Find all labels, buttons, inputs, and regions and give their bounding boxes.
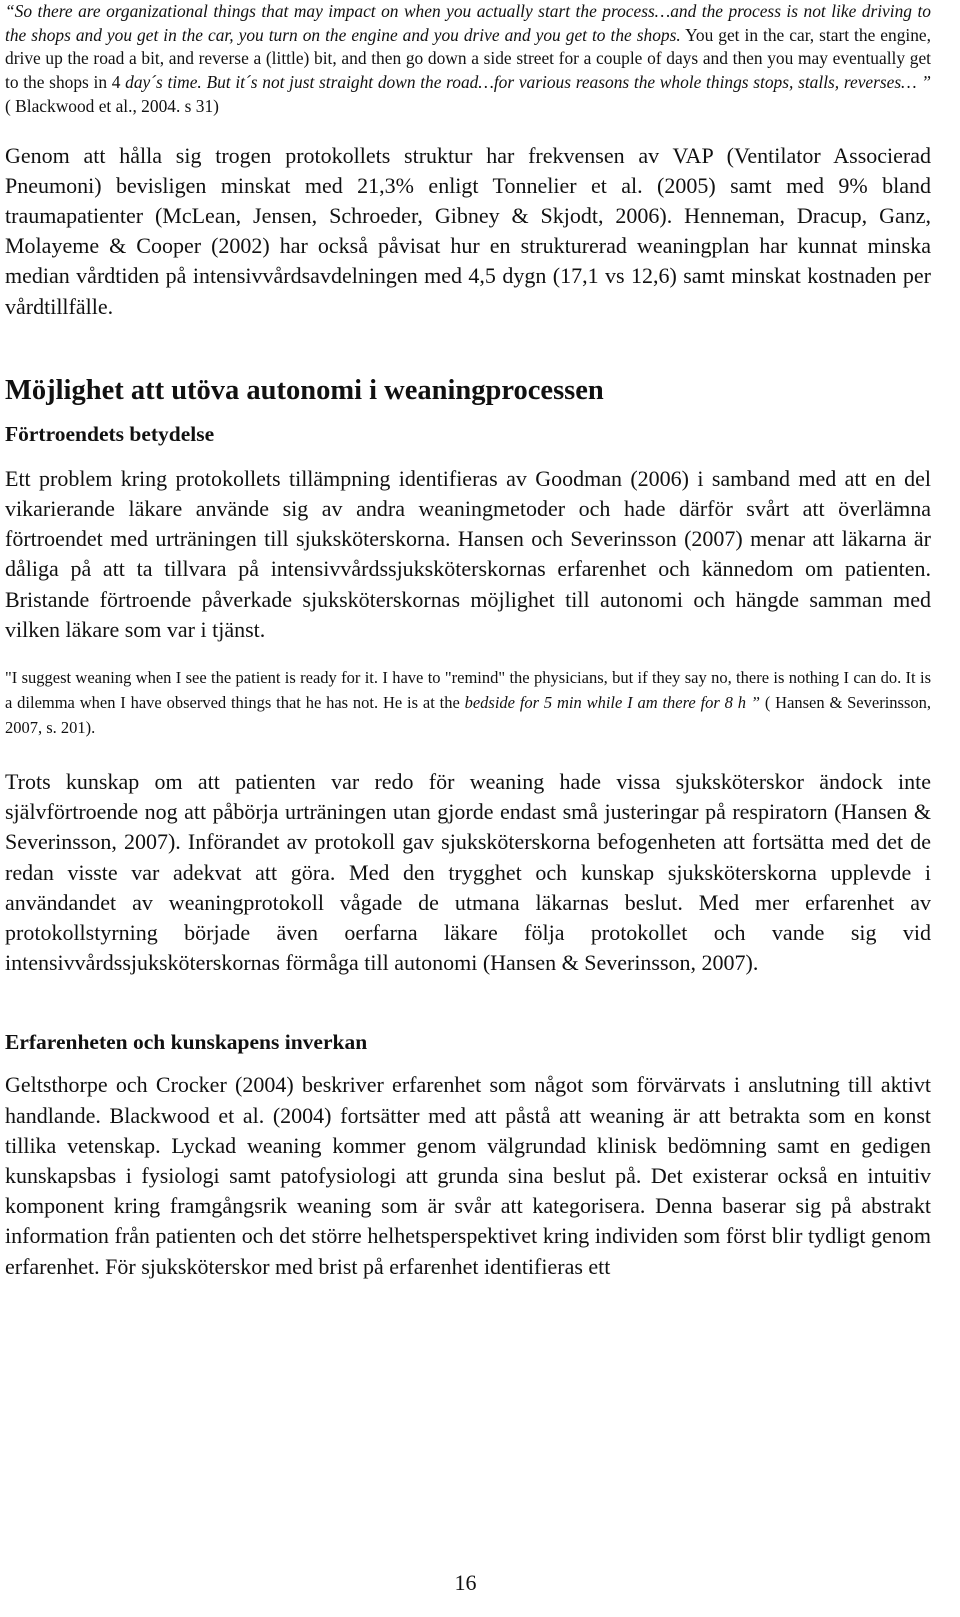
subheading-trust: Förtroendets betydelse: [5, 421, 215, 446]
section-heading-autonomy: Möjlighet att utöva autonomi i weaningprocessen: [5, 374, 604, 406]
paragraph-trust: Ett problem kring protokollets tillämpning identifieras av Goodman (2006) i samband med att en del vikarierande läkare använde sig av andra weaningmetoder och hade därför svårt att överlämna förtroendet med urträningen till sjuksköterskorna. Hansen och Severinsson (2007) menar att läkarna är dåliga på att ta tillvara på intensivvårdssjuksköterskornas erfarenhet och kännedom om patienten. Bristande förtroende påverkade sjuksköterskornas möjlighet till autonomi och hängde samman med vilken läkare som var i tjänst.: [5, 465, 931, 642]
quote-normal-part-a: You get in the car, start the engine, drive up the road a bit, and reverse a (little) bit, and then go down a side street for a couple of days and then you may eventually get to the shops in 4: [5, 24, 932, 93]
quote2-citation: ( Hansen & Severinsson, 2007, s. 201).: [5, 692, 931, 737]
quote-citation: ( Blackwood et al., 2004. s 31): [5, 95, 219, 116]
blackwood-quote: [5, 0, 931, 119]
quote-italic-part-b: day´s time. But it´s not just straight down the road…for various reasons the whole things stops, stalls, reverses… ”: [125, 72, 931, 93]
quote-italic-part-a: “So there are organizational things that may impact on when you actually start the process…and the process is not like driving to the shops and you get in the car, you turn on the engine and you drive and you get to the shops.: [5, 1, 931, 45]
subheading-experience: Erfarenheten och kunskapens inverkan: [5, 1030, 368, 1055]
page-number: 16: [454, 1570, 477, 1595]
quote2-normal-part: "I suggest weaning when I see the patient is ready for it. I have to "remind" the physicians, but if they say no, there is nothing I can do. It is a dilemma when I have observed things that he has not. He is at the: [5, 667, 931, 712]
paragraph-confidence: Trots kunskap om att patienten var redo för weaning hade vissa sjuksköterskor ändock inte självförtroende nog att påbörja urträningen utan gjorde endast små justeringar på respiratorn (Hansen & Severinsson, 2007). Införandet av protokoll gav sjuksköterskorna befogenheten att fortsätta med det de redan visste var adekvat att göra. Med den trygghet och kunskap sjuksköterskorna upplevde i användandet av weaningprotokoll vågade de utmana läkarnas beslut. Med mer erfarenhet av protokollstyrning började även oerfarna läkare följa protokollet och vande sig vid intensivvårdssjuksköterskornas förmåga till autonomi (Hansen & Severinsson, 2007).: [5, 768, 931, 976]
quote2-italic-part: bedside for 5 min while I am there for 8 h ”: [464, 692, 765, 712]
paragraph-experience: Geltsthorpe och Crocker (2004) beskriver erfarenhet som något som förvärvats i anslutning till aktivt handlande. Blackwood et al. (2004) fortsätter med att påstå att weaning är att betrakta som en konst tillika vetenskap. Lyckad weaning kommer genom välgrundad klinisk bedömning samt en gedigen kunskapsbas i fysiologi samt patofysiologi att grunda sina beslut på. Det existerar också en intuitiv komponent kring framgångsrik weaning som är svår att kategorisera. Denna baserar sig på abstrakt information från patienten och det större helhetsperspektivet kring individen som först blir tydligt genom erfarenhet. För sjuksköterskor med brist på erfarenhet identifieras ett: [5, 1072, 931, 1279]
paragraph-vap: Genom att hålla sig trogen protokollets struktur har frekvensen av VAP (Ventilator Associerad Pneumoni) bevisligen minskat med 21,3% enligt Tonnelier et al. (2005) samt med 9% bland traumapatienter (McLean, Jensen, Schroeder, Gibney & Skjodt, 2006). Henneman, Dracup, Ganz, Molayeme & Cooper (2002) har också påvisat hur en strukturerad weaningplan har kunnat minska median vårdtiden på intensivvårdsavdelningen med 4,5 dygn (17,1 vs 12,6) samt minskat kostnaden per vårdtillfälle.: [5, 142, 931, 319]
document-page: [5, 0, 931, 1282]
hansen-quote: [5, 665, 931, 740]
